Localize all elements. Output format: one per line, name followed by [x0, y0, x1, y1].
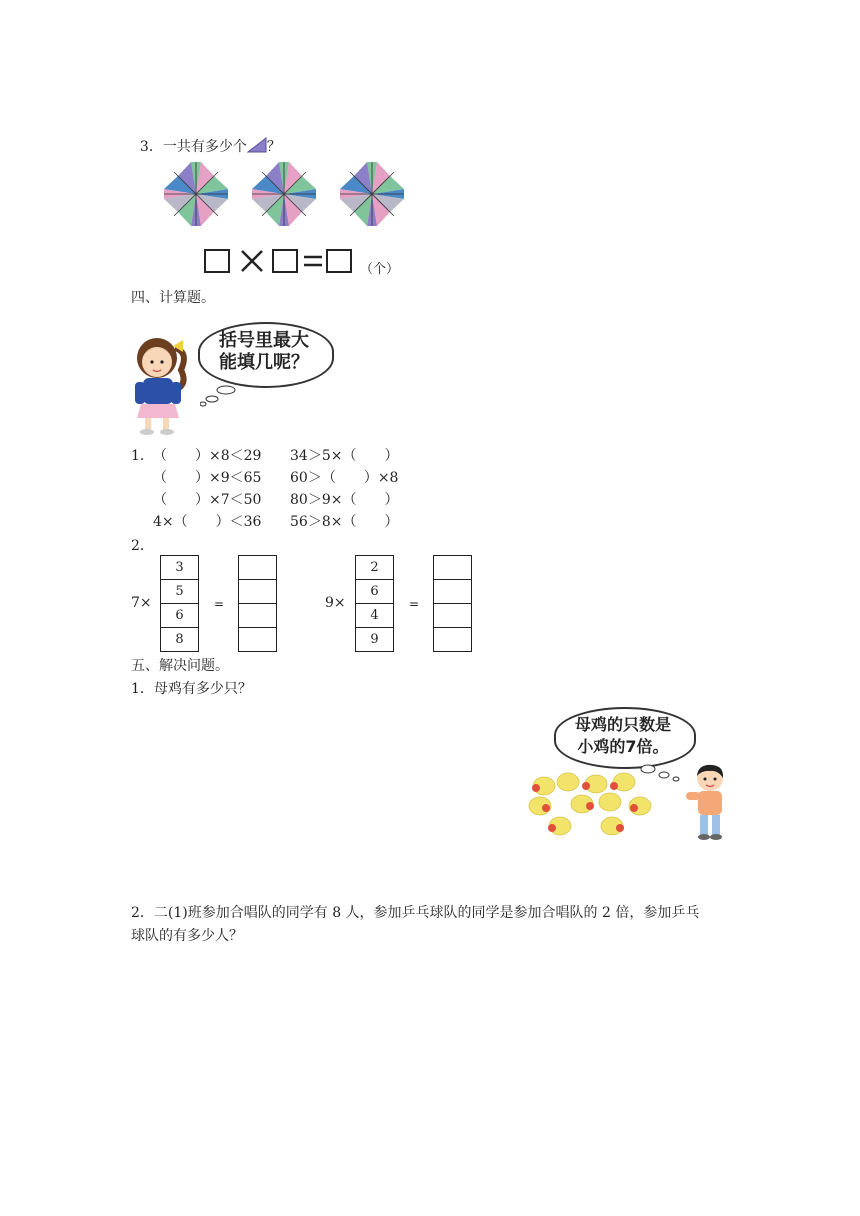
boy-bubble-text: 母鸡的只数是 小鸡的7倍。 [574, 715, 671, 756]
pinwheel-3 [340, 162, 404, 226]
triangle-icon [247, 137, 267, 153]
q4-1-row1-left: （ ）×8＜29 [153, 448, 262, 464]
q4-1-row3-right: 80＞9×（ ） [290, 492, 399, 508]
q4-1-row3-left: （ ）×7＜50 [153, 492, 262, 508]
pinwheel-figures [158, 156, 418, 236]
chicks-illustration [526, 772, 666, 842]
section4-title: 四、计算题。 [131, 290, 215, 306]
answer-cell[interactable] [239, 580, 277, 604]
times-icon [239, 248, 265, 274]
left-multiplier: 7× [131, 595, 152, 611]
answer-box-2[interactable] [272, 249, 298, 273]
q4-1-row1-right: 34＞5×（ ） [290, 448, 399, 464]
grid-cell: 6 [356, 580, 394, 604]
q4-1-label: 1． [131, 448, 154, 464]
q5-2-line1: 2．二(1)班参加合唱队的同学有 8 人，参加乒乓球队的同学是参加合唱队的 2 倍，参加乒乓 [131, 905, 700, 921]
grid-cell: 4 [356, 604, 394, 628]
answer-cell[interactable] [434, 628, 472, 652]
left-equals: = [214, 597, 225, 611]
answer-cell[interactable] [434, 580, 472, 604]
pinwheel-1 [164, 162, 228, 226]
left-answer-grid[interactable] [238, 555, 277, 652]
girl-bubble-text: 括号里最大 能填几呢？ [219, 330, 309, 373]
answer-cell[interactable] [434, 604, 472, 628]
right-answer-grid[interactable] [433, 555, 472, 652]
grid-cell: 2 [356, 556, 394, 580]
answer-cell[interactable] [239, 604, 277, 628]
grid-cell: 8 [161, 628, 199, 652]
answer-box-1[interactable] [204, 249, 230, 273]
grid-cell: 9 [356, 628, 394, 652]
q5-1-text: 1．母鸡有多少只？ [131, 681, 252, 697]
q4-1-row2-left: （ ）×9＜65 [153, 470, 262, 486]
thought-dots-girl [200, 385, 240, 407]
section5-title: 五、解决问题。 [131, 658, 229, 674]
equals-icon [302, 248, 324, 274]
q4-1-row2-right: 60＞（ ）×8 [290, 470, 399, 486]
right-equals: = [409, 597, 420, 611]
grid-cell: 3 [161, 556, 199, 580]
q4-2-label: 2． [131, 538, 154, 554]
q3-text: 3．一共有多少个 ？ [139, 139, 281, 155]
answer-cell[interactable] [239, 556, 277, 580]
right-multiplier: 9× [325, 595, 346, 611]
left-input-grid [160, 555, 199, 652]
pinwheel-2 [252, 162, 316, 226]
q4-1-row4-left: 4×（ ）＜36 [153, 514, 262, 530]
grid-cell: 6 [161, 604, 199, 628]
girl-illustration [131, 330, 195, 436]
q5-2-line2: 球队的有多少人？ [131, 928, 243, 944]
boy-illustration [684, 762, 734, 842]
right-input-grid [355, 555, 394, 652]
answer-box-3[interactable] [326, 249, 352, 273]
q4-1-row4-right: 56＞8×（ ） [290, 514, 399, 530]
grid-cell: 5 [161, 580, 199, 604]
unit-label: （个） [360, 262, 400, 277]
answer-cell[interactable] [434, 556, 472, 580]
answer-cell[interactable] [239, 628, 277, 652]
